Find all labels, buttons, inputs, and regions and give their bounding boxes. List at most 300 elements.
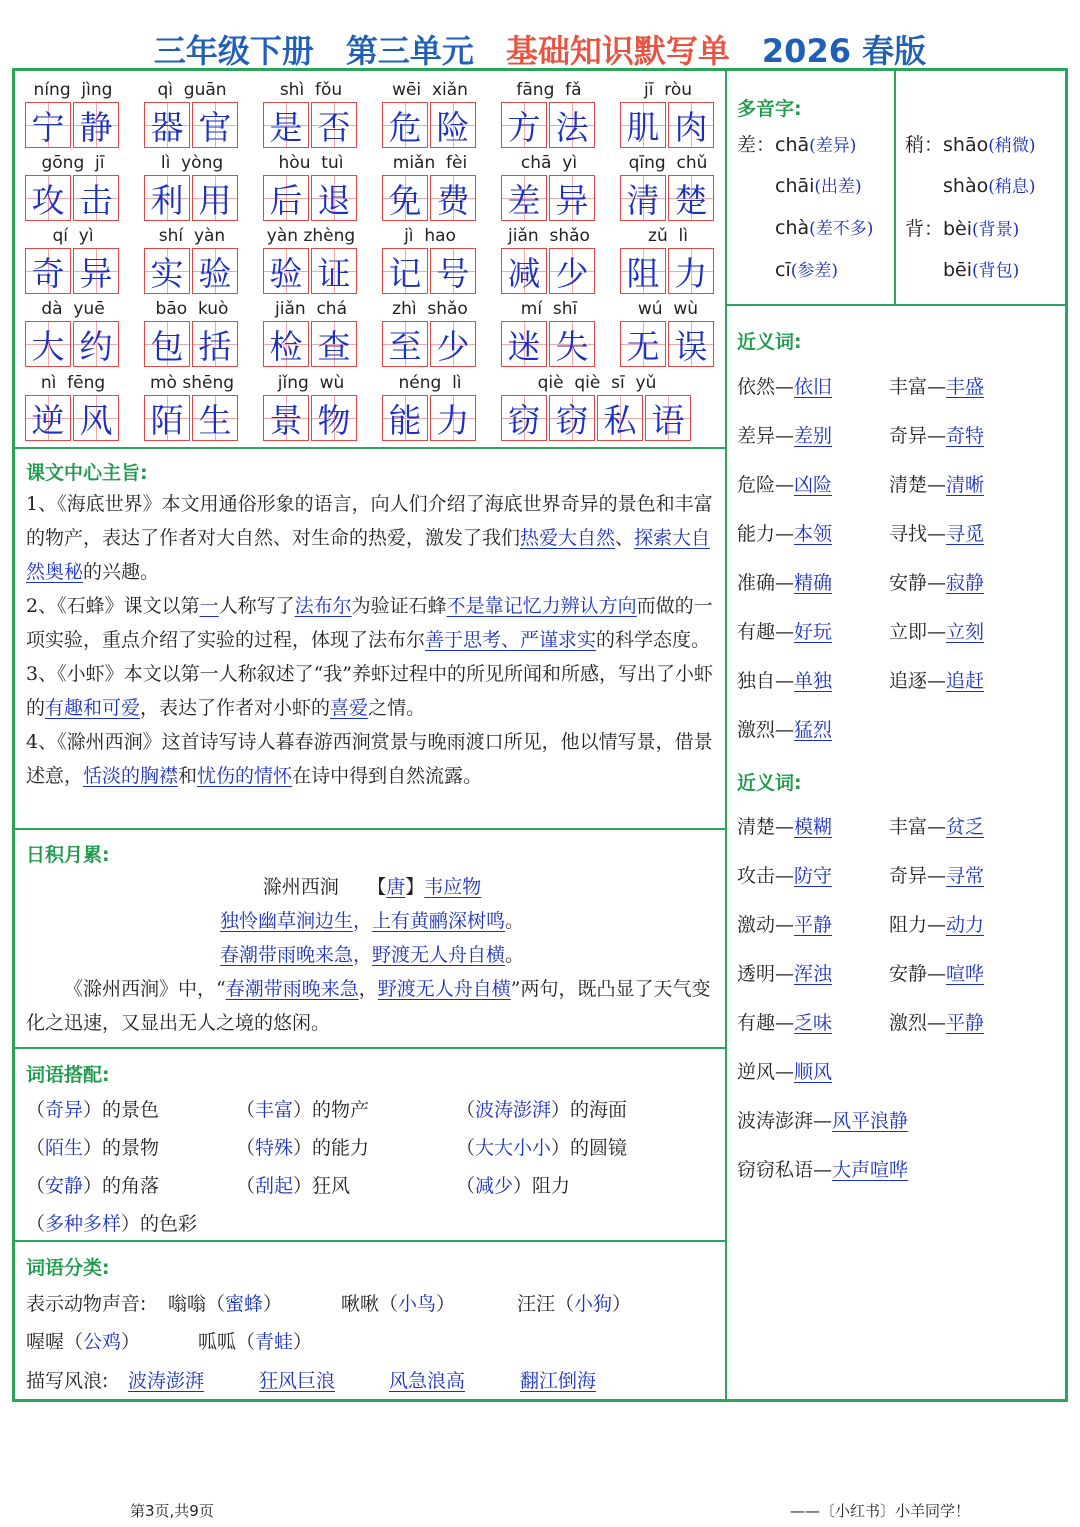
paren-open: （ xyxy=(456,1175,476,1197)
synonyms-word: 追逐— xyxy=(889,670,947,692)
polyphonic-item xyxy=(737,130,856,157)
synonyms-pair xyxy=(737,568,832,595)
wave-word: 翻江倒海 xyxy=(520,1370,597,1392)
paren-close: ） xyxy=(293,1331,313,1353)
vocab-char-cell: 风 xyxy=(73,395,119,441)
animal-name: 小狗 xyxy=(574,1293,613,1315)
collocation-text: 阻力 xyxy=(532,1175,571,1197)
divider-4 xyxy=(15,1240,726,1242)
synonyms-word: 准确— xyxy=(737,572,795,594)
synonyms-pair xyxy=(737,666,832,693)
vocab-char-cell: 免 xyxy=(382,175,428,221)
vocab-char-cell: 方 xyxy=(501,102,547,148)
synonyms-word: 能力— xyxy=(737,523,795,545)
paren-close: ） xyxy=(551,1099,571,1121)
antonyms-pair xyxy=(737,1155,908,1182)
column-divider xyxy=(725,70,727,1400)
paren-open: （ xyxy=(555,1293,575,1315)
synonyms-pair xyxy=(889,372,984,399)
animal-sound-word: 呱呱 xyxy=(198,1331,237,1353)
vocab-pinyin: shì fǒu xyxy=(279,80,343,100)
antonyms-word: 窃窃私语— xyxy=(737,1159,833,1181)
collocation-text: 的圆镜 xyxy=(570,1137,628,1159)
antonyms-pair xyxy=(889,910,984,937)
antonyms-pair xyxy=(737,1008,832,1035)
vocab-char-cell: 验 xyxy=(192,248,238,294)
synonyms-answer: 单独 xyxy=(794,670,833,692)
antonyms-answer: 风平浪静 xyxy=(832,1110,909,1132)
polyphonic-pinyin: bēi xyxy=(943,259,973,281)
page-number: 第3页,共9页 xyxy=(130,1502,214,1520)
vocab-char-cell: 号 xyxy=(430,248,476,294)
collocation-text: 的色彩 xyxy=(140,1213,198,1235)
polyphonic-pinyin: shāo xyxy=(943,134,989,156)
collocation-answer: 安静 xyxy=(45,1175,84,1197)
animal-sound-word: 啾啾 xyxy=(341,1293,380,1315)
polyphonic-pinyin: cī xyxy=(775,259,791,281)
wave-label: 描写风浪: xyxy=(26,1370,109,1392)
main-idea-p1: 1、《海底世界》本文用通俗形象的语言，向人们介绍了海底世界奇异的景色和丰富的物产，表达了作者对大自然、对生命的热爱，激发了我们热爱大自然、探索大自然奥秘的兴趣。 xyxy=(26,493,713,583)
antonyms-answer: 寻常 xyxy=(946,865,985,887)
collocation-answer: 波涛澎湃 xyxy=(475,1099,552,1121)
poem-line-2: 春潮带雨晚来急，野渡无人舟自横。 xyxy=(219,944,525,966)
collocation-text: 的海面 xyxy=(570,1099,628,1121)
vocab-char-cell: 失 xyxy=(549,321,595,367)
vocab-pinyin: lì yòng xyxy=(160,153,224,173)
poem-note: 《滁州西涧》中，“春潮带雨晚来急，野渡无人舟自横”两句，既凸显了天气变化之迅速，又显出无人之境的悠闲。 xyxy=(26,978,711,1034)
vocab-char-cell: 危 xyxy=(382,102,428,148)
polyphonic-char: 背： xyxy=(905,218,944,240)
vocab-char-cell: 窃 xyxy=(501,395,547,441)
polyphonic-char: 稍： xyxy=(905,134,944,156)
wave-word: 风急浪高 xyxy=(389,1370,466,1392)
synonyms-pair xyxy=(889,470,984,497)
vocab-char-cell: 用 xyxy=(192,175,238,221)
vocab-pinyin: qiè qiè sī yǔ xyxy=(537,373,657,393)
animal-sound-word: 汪汪 xyxy=(517,1293,556,1315)
paren-close: ） xyxy=(83,1099,103,1121)
collocation-answer: 多种多样 xyxy=(45,1213,122,1235)
synonyms-word: 差异— xyxy=(737,425,795,447)
vocab-pinyin: hòu tuì xyxy=(278,153,344,173)
vocab-char-cell: 差 xyxy=(501,175,547,221)
vocab-pinyin: qīng chǔ xyxy=(628,153,708,173)
synonyms-pair xyxy=(737,372,832,399)
divider-3 xyxy=(15,1047,726,1049)
paren-close: ） xyxy=(263,1293,283,1315)
vocab-char-cell: 能 xyxy=(382,395,428,441)
antonyms-pair xyxy=(889,861,984,888)
synonyms-pair xyxy=(737,421,832,448)
polyphonic-word: (参差) xyxy=(790,261,838,281)
vocab-pinyin: yàn zhèng xyxy=(266,226,356,246)
synonyms-pair xyxy=(737,617,832,644)
vocab-char-cell: 语 xyxy=(645,395,691,441)
vocab-pinyin: zǔ lì xyxy=(648,226,688,246)
vocab-pinyin: wēi xiǎn xyxy=(392,80,468,100)
poem-heading: 日积月累: xyxy=(26,844,110,866)
collocation-answer: 刮起 xyxy=(255,1175,294,1197)
collocation-item xyxy=(236,1171,350,1198)
antonyms-word: 激动— xyxy=(737,914,795,936)
polyphonic-word: (稍息) xyxy=(988,177,1036,197)
vocab-char-cell: 景 xyxy=(263,395,309,441)
antonyms-pair xyxy=(737,910,832,937)
antonyms-answer: 大声喧哗 xyxy=(832,1159,909,1181)
antonyms-answer: 乏味 xyxy=(794,1012,833,1034)
vocab-char-cell: 肌 xyxy=(620,102,666,148)
main-idea-heading: 课文中心主旨: xyxy=(26,462,148,484)
vocab-pinyin: dà yuē xyxy=(41,299,105,319)
animal-name: 蜜蜂 xyxy=(225,1293,264,1315)
main-idea-p3: 3、《小虾》本文以第一人称叙述了“我”养虾过程中的所见所闻和所感，写出了小虾的有趣和可爱，表达了作者对小虾的喜爱之情。 xyxy=(26,663,714,719)
animal-name: 青蛙 xyxy=(255,1331,294,1353)
vocab-pinyin: níng jìng xyxy=(33,80,113,100)
vocab-char-cell: 逆 xyxy=(25,395,71,441)
vocab-pinyin: bāo kuò xyxy=(155,299,229,319)
antonyms-word: 波涛澎湃— xyxy=(737,1110,833,1132)
collocation-item xyxy=(236,1133,369,1160)
antonyms-pair xyxy=(737,812,832,839)
paren-open: （ xyxy=(26,1099,46,1121)
collocation-item xyxy=(26,1095,159,1122)
paren-open: （ xyxy=(236,1331,256,1353)
polyphonic-item xyxy=(737,256,838,281)
synonyms-pair xyxy=(889,519,984,546)
antonyms-pair xyxy=(737,861,832,888)
synonyms-word: 依然— xyxy=(737,376,795,398)
animal-sound-word: 嗡嗡 xyxy=(168,1293,207,1315)
polyphonic-pinyin: chà xyxy=(775,217,810,239)
collocation-answer: 特殊 xyxy=(255,1137,294,1159)
animal-sound-item xyxy=(341,1289,455,1316)
poem-line-1: 独怜幽草涧边生，上有黄鹂深树鸣。 xyxy=(219,910,525,932)
paren-open: （ xyxy=(206,1293,226,1315)
vocab-char-cell: 少 xyxy=(430,321,476,367)
vocab-char-cell: 窃 xyxy=(549,395,595,441)
vocab-pinyin: jiǎn shǎo xyxy=(508,226,590,246)
paren-close: ） xyxy=(293,1137,313,1159)
vocab-pinyin: miǎn fèi xyxy=(392,153,468,173)
synonyms-word: 丰富— xyxy=(889,376,947,398)
vocab-char-cell: 后 xyxy=(263,175,309,221)
paren-open: （ xyxy=(26,1213,46,1235)
vocab-pinyin: chā yì xyxy=(520,153,578,173)
synonyms-pair xyxy=(737,715,832,742)
paren-open: （ xyxy=(456,1137,476,1159)
vocab-char-cell: 否 xyxy=(311,102,357,148)
polyphonic-divider xyxy=(894,70,896,306)
paren-open: （ xyxy=(236,1137,256,1159)
synonym-heading: 近义词: xyxy=(737,331,802,353)
collocation-text: 的景物 xyxy=(102,1137,160,1159)
vocab-char-cell: 官 xyxy=(192,102,238,148)
polyphonic-word: (出差) xyxy=(814,177,862,197)
antonyms-word: 有趣— xyxy=(737,1012,795,1034)
vocab-char-cell: 物 xyxy=(311,395,357,441)
vocab-pinyin: jī ròu xyxy=(643,80,693,100)
antonym-heading: 近义词: xyxy=(737,772,802,794)
collocation-answer: 奇异 xyxy=(45,1099,84,1121)
antonyms-pair xyxy=(889,959,984,986)
synonyms-answer: 猛烈 xyxy=(794,719,833,741)
synonyms-answer: 好玩 xyxy=(794,621,833,643)
synonyms-pair xyxy=(889,617,984,644)
wave-word: 波涛澎湃 xyxy=(128,1370,205,1392)
antonyms-word: 安静— xyxy=(889,963,947,985)
polyphonic-heading: 多音字: xyxy=(737,98,802,120)
vocab-pinyin: qí yì xyxy=(52,226,94,246)
paren-open: （ xyxy=(64,1331,84,1353)
vocab-char-cell: 记 xyxy=(382,248,428,294)
antonyms-pair xyxy=(737,1106,908,1133)
vocab-char-cell: 力 xyxy=(668,248,714,294)
paren-open: （ xyxy=(26,1137,46,1159)
synonyms-answer: 奇特 xyxy=(946,425,985,447)
antonyms-pair xyxy=(889,1008,984,1035)
poem-title-line: 滁州西涧 【唐】韦应物 xyxy=(262,876,482,898)
divider-1 xyxy=(15,447,726,449)
collocation-answer: 大大小小 xyxy=(475,1137,552,1159)
antonyms-pair xyxy=(737,959,832,986)
vocab-pinyin: nì fēng xyxy=(40,373,106,393)
vocab-char-cell: 肉 xyxy=(668,102,714,148)
antonyms-word: 丰富— xyxy=(889,816,947,838)
antonyms-word: 透明— xyxy=(737,963,795,985)
main-idea-p4: 4、《滁州西涧》这首诗写诗人暮春游西涧赏景与晚雨渡口所见，他以情写景，借景述意，恬淡的胸襟和忧伤的情怀在诗中得到自然流露。 xyxy=(26,731,713,787)
vocab-char-cell: 证 xyxy=(311,248,357,294)
paren-open: （ xyxy=(236,1175,256,1197)
antonyms-answer: 平静 xyxy=(794,914,833,936)
collocation-answer: 减少 xyxy=(475,1175,514,1197)
vocab-pinyin: wú wù xyxy=(637,299,699,319)
vocab-char-cell: 括 xyxy=(192,321,238,367)
synonyms-word: 有趣— xyxy=(737,621,795,643)
sound-label: 表示动物声音: xyxy=(26,1293,147,1315)
divider-2 xyxy=(15,828,726,830)
poem-block xyxy=(26,870,718,1040)
paren-close: ） xyxy=(513,1175,533,1197)
vocab-char-cell: 至 xyxy=(382,321,428,367)
footer-credit: ——〔小红书〕小羊同学！ xyxy=(790,1502,971,1520)
vocab-char-cell: 异 xyxy=(73,248,119,294)
collocation-item xyxy=(456,1171,570,1198)
vocab-char-cell: 击 xyxy=(73,175,119,221)
vocab-char-cell: 险 xyxy=(430,102,476,148)
synonyms-pair xyxy=(889,666,984,693)
paren-open: （ xyxy=(456,1099,476,1121)
paren-close: ） xyxy=(293,1099,313,1121)
animal-name: 小鸟 xyxy=(398,1293,437,1315)
paren-close: ） xyxy=(293,1175,313,1197)
vocab-char-cell: 少 xyxy=(549,248,595,294)
vocab-pinyin: mò shēng xyxy=(149,373,235,393)
animal-sound-item xyxy=(26,1327,140,1354)
polyphonic-pinyin: shào xyxy=(943,175,989,197)
synonyms-word: 奇异— xyxy=(889,425,947,447)
antonyms-pair xyxy=(889,812,984,839)
synonyms-word: 危险— xyxy=(737,474,795,496)
antonyms-answer: 模糊 xyxy=(794,816,833,838)
vocab-char-cell: 生 xyxy=(192,395,238,441)
vocab-char-cell: 楚 xyxy=(668,175,714,221)
antonyms-word: 奇异— xyxy=(889,865,947,887)
vocab-pinyin: jǐng wù xyxy=(277,373,345,393)
vocab-pinyin: shí yàn xyxy=(158,226,226,246)
vocab-pinyin: jiǎn chá xyxy=(275,299,347,319)
polyphonic-item xyxy=(905,256,1019,281)
synonyms-answer: 寻觅 xyxy=(946,523,985,545)
vocab-char-cell: 私 xyxy=(597,395,643,441)
collocation-item xyxy=(236,1095,369,1122)
antonyms-word: 阻力— xyxy=(889,914,947,936)
polyphonic-word: (背景) xyxy=(972,220,1020,240)
collocation-item xyxy=(26,1209,197,1236)
antonyms-word: 清楚— xyxy=(737,816,795,838)
vocab-char-cell: 陌 xyxy=(144,395,190,441)
polyphonic-word: (稍微) xyxy=(988,136,1036,156)
vocab-char-cell: 费 xyxy=(430,175,476,221)
vocab-char-cell: 异 xyxy=(549,175,595,221)
antonyms-word: 逆风— xyxy=(737,1061,795,1083)
synonyms-answer: 追赶 xyxy=(946,670,985,692)
vocab-pinyin: gōng jī xyxy=(41,153,105,173)
vocab-char-cell: 宁 xyxy=(25,102,71,148)
vocab-char-cell: 是 xyxy=(263,102,309,148)
vocab-char-cell: 检 xyxy=(263,321,309,367)
synonyms-pair xyxy=(889,568,984,595)
synonyms-answer: 凶险 xyxy=(794,474,833,496)
polyphonic-item xyxy=(905,214,1019,241)
vocab-char-cell: 误 xyxy=(668,321,714,367)
synonyms-answer: 立刻 xyxy=(946,621,985,643)
vocab-char-cell: 器 xyxy=(144,102,190,148)
polyphonic-pinyin: bèi xyxy=(943,218,973,240)
collocation-item xyxy=(26,1133,159,1160)
synonyms-word: 清楚— xyxy=(889,474,947,496)
main-idea-text xyxy=(26,487,718,793)
vocab-char-cell: 约 xyxy=(73,321,119,367)
vocab-char-cell: 阻 xyxy=(620,248,666,294)
collocation-answer: 丰富 xyxy=(255,1099,294,1121)
synonyms-word: 独自— xyxy=(737,670,795,692)
vocab-char-cell: 力 xyxy=(430,395,476,441)
vocab-char-cell: 静 xyxy=(73,102,119,148)
antonyms-answer: 贫乏 xyxy=(946,816,985,838)
polyphonic-word: (差不多) xyxy=(809,219,874,239)
collocation-item xyxy=(456,1133,627,1160)
polyphonic-word: (差异) xyxy=(809,136,857,156)
antonyms-answer: 防守 xyxy=(794,865,833,887)
vocab-char-cell: 利 xyxy=(144,175,190,221)
polyphonic-item xyxy=(737,214,873,239)
vocab-char-cell: 迷 xyxy=(501,321,547,367)
main-idea-p2: 2、《石蜂》课文以第一人称写了法布尔为验证石蜂不是靠记忆力辨认方向而做的一项实验，重点介绍了实验的过程，体现了法布尔善于思考、严谨求实的科学态度。 xyxy=(26,595,713,651)
synonyms-pair xyxy=(737,470,832,497)
collocation-heading: 词语搭配: xyxy=(26,1064,110,1086)
synonyms-answer: 依旧 xyxy=(794,376,833,398)
paren-open: （ xyxy=(379,1293,399,1315)
antonyms-answer: 喧哗 xyxy=(946,963,985,985)
paren-close: ） xyxy=(121,1213,141,1235)
vocab-pinyin: néng lì xyxy=(398,373,462,393)
animal-sound-word: 喔喔 xyxy=(26,1331,65,1353)
vocab-char-cell: 验 xyxy=(263,248,309,294)
collocation-text: 的景色 xyxy=(102,1099,160,1121)
antonyms-answer: 顺风 xyxy=(794,1061,833,1083)
collocation-answer: 陌生 xyxy=(45,1137,84,1159)
collocation-item xyxy=(26,1171,159,1198)
polyphonic-char: 差： xyxy=(737,134,776,156)
paren-open: （ xyxy=(236,1099,256,1121)
paren-close: ） xyxy=(83,1137,103,1159)
antonyms-answer: 动力 xyxy=(946,914,985,936)
synonyms-word: 安静— xyxy=(889,572,947,594)
synonyms-answer: 清晰 xyxy=(946,474,985,496)
vocab-char-cell: 大 xyxy=(25,321,71,367)
classify-heading: 词语分类: xyxy=(26,1257,110,1279)
animal-sound-item xyxy=(168,1289,282,1316)
vocab-pinyin: zhì shǎo xyxy=(392,299,468,319)
synonyms-answer: 差别 xyxy=(794,425,833,447)
synonyms-word: 立即— xyxy=(889,621,947,643)
polyphonic-word: (背包) xyxy=(972,261,1020,281)
paren-open: （ xyxy=(26,1175,46,1197)
synonyms-pair xyxy=(737,519,832,546)
collocation-text: 狂风 xyxy=(312,1175,351,1197)
page-title: 三年级下册 第三单元 基础知识默写单 2026 春版 xyxy=(153,32,927,70)
collocation-item xyxy=(456,1095,627,1122)
synonyms-word: 激烈— xyxy=(737,719,795,741)
polyphonic-pinyin: chā xyxy=(775,134,810,156)
paren-close: ） xyxy=(551,1137,571,1159)
collocation-text: 的能力 xyxy=(312,1137,370,1159)
antonyms-answer: 平静 xyxy=(946,1012,985,1034)
vocab-char-cell: 奇 xyxy=(25,248,71,294)
vocab-char-cell: 退 xyxy=(311,175,357,221)
synonyms-answer: 本领 xyxy=(794,523,833,545)
polyphonic-pinyin: chāi xyxy=(775,175,815,197)
antonyms-word: 激烈— xyxy=(889,1012,947,1034)
synonyms-answer: 寂静 xyxy=(946,572,985,594)
vocab-char-cell: 法 xyxy=(549,102,595,148)
paren-close: ） xyxy=(121,1331,141,1353)
animal-name: 公鸡 xyxy=(83,1331,122,1353)
collocation-text: 的物产 xyxy=(312,1099,370,1121)
wave-word: 狂风巨浪 xyxy=(259,1370,336,1392)
synonyms-word: 寻找— xyxy=(889,523,947,545)
polyphonic-item xyxy=(905,172,1035,197)
animal-sound-item xyxy=(517,1289,631,1316)
antonyms-pair xyxy=(737,1057,832,1084)
vocab-char-cell: 攻 xyxy=(25,175,71,221)
synonyms-answer: 丰盛 xyxy=(946,376,985,398)
antonyms-word: 攻击— xyxy=(737,865,795,887)
vocab-pinyin: fāng fǎ xyxy=(516,80,582,100)
right-section-divider xyxy=(726,304,1066,306)
vocab-pinyin: qì guān xyxy=(157,80,227,100)
polyphonic-item xyxy=(905,130,1035,157)
vocab-char-cell: 包 xyxy=(144,321,190,367)
polyphonic-item xyxy=(737,172,862,197)
synonyms-pair xyxy=(889,421,984,448)
synonyms-answer: 精确 xyxy=(794,572,833,594)
vocab-char-cell: 实 xyxy=(144,248,190,294)
antonyms-answer: 浑浊 xyxy=(794,963,833,985)
collocation-text: 的角落 xyxy=(102,1175,160,1197)
vocab-char-cell: 减 xyxy=(501,248,547,294)
animal-sound-item xyxy=(198,1327,312,1354)
